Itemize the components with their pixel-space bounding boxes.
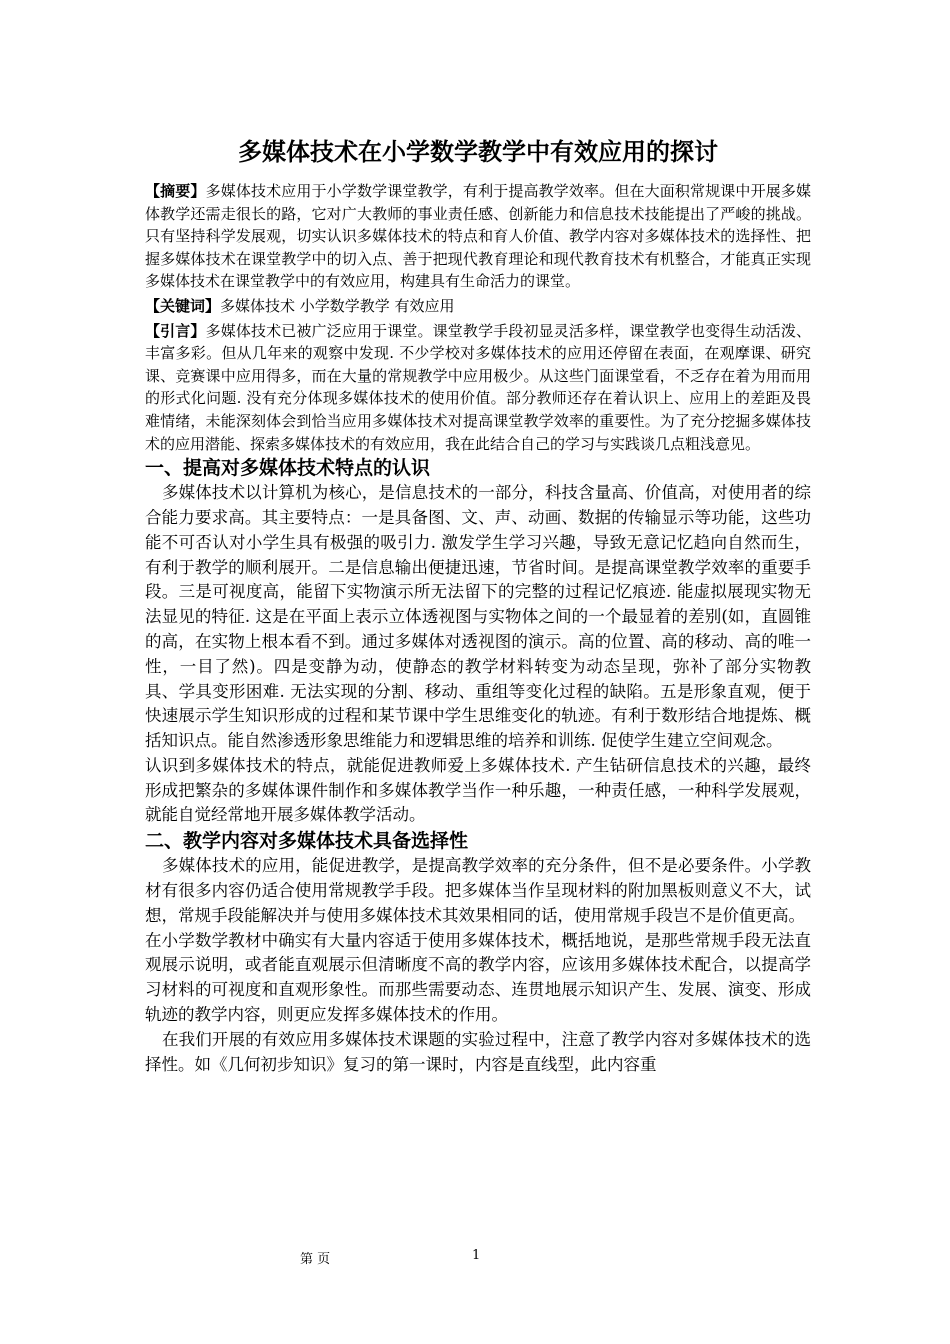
section-2-paragraph-2: 在小学数学教材中确实有大量内容适于使用多媒体技术，概括地说，是那些常规手段无法直观展示说明，或者能直观展示但清晰度不高的教学内容，应该用多媒体技术配合，以提高学习材料的可视度和直观形象性。而那些需要动态、连贯地展示知识产生、发展、演变、形成轨迹的教学内容，则更应发挥多媒体技术的作用。 — [145, 930, 811, 1025]
section-2-heading: 二、教学内容对多媒体技术具备选择性 — [145, 830, 469, 853]
section-2-paragraph-1: 多媒体技术的应用，能促进教学，是提高教学效率的充分条件，但不是必要条件。小学教材有很多内容仍适合使用常规教学手段。把多媒体当作呈现材料的附加黑板则意义不大，试想，常规手段能解决并与使用多媒体技术其效果相同的话，使用常规手段岂不是价值更高。 — [145, 856, 811, 925]
keywords-paragraph — [145, 295, 811, 318]
section-2-paragraph-3: 在我们开展的有效应用多媒体技术课题的实验过程中，注意了教学内容对多媒体技术的选择性。如《几何初步知识》复习的第一课时，内容是直线型，此内容重 — [145, 1029, 811, 1074]
keywords-label: 【关键词】 — [145, 296, 221, 315]
document-title: 多媒体技术在小学数学教学中有效应用的探讨 — [238, 138, 718, 166]
section-1-paragraph-2: 认识到多媒体技术的特点，就能促进教师爱上多媒体技术. 产生钻研信息技术的兴趣，最终形成把繁杂的多媒体课件制作和多媒体教学当作一种乐趣，一种责任感，一种科学发展观，就能自觉经常地开展多媒体教学活动。 — [145, 755, 811, 825]
keywords-text: 多媒体技术 小学数学教学 有效应用 — [220, 296, 455, 315]
abstract-paragraph — [145, 180, 811, 293]
abstract-text: 多媒体技术应用于小学数学课堂教学，有利于提高教学效率。但在大面积常规课中开展多媒体教学还需走很长的路，它对广大教师的事业责任感、创新能力和信息技术技能提出了严峻的挑战。只有坚持科学发展观，切实认识多媒体技术的特点和育人价值、教学内容对多媒体技术的选择性、把握多媒体技术在课堂教学中的切入点、善于把现代教育理论和现代教育技术有机整合，才能真正实现多媒体技术在课堂教学中的有效应用，构建具有生命活力的课堂。 — [145, 182, 811, 291]
introduction-paragraph — [145, 320, 811, 456]
document-body — [145, 136, 811, 1077]
footer-page-number: 1 — [472, 1248, 481, 1263]
introduction-text: 多媒体技术已被广泛应用于课堂。课堂教学手段初显灵活多样，课堂教学也变得生动活泼、丰富多彩。但从几年来的观察中发现. 不少学校对多媒体技术的应用还停留在表面，在观摩课、研究课、竞赛课中应用得多，而在大量的常规教学中应用极少。从这些门面课堂看，不乏存在着为用而用的形式化问题. 没有充分体现多媒体技术的使用价值。部分教师还存在着认识上、应用上的差距及畏难情绪，未能深刻体会到恰当应用多媒体技术对提高课堂教学效率的重要性。为了充分挖掘多媒体技术的应用潜能、探索多媒体技术的有效应用，我在此结合自己的学习与实践谈几点粗浅意见。 — [145, 321, 811, 453]
footer-page-label: 第 页 — [300, 1252, 331, 1267]
section-1-paragraph-1: 多媒体技术以计算机为核心，是信息技术的一部分，科技含量高、价值高，对使用者的综合能力要求高。其主要特点：一是具备图、文、声、动画、数据的传输显示等功能，这些功能不可否认对小学生具有极强的吸引力. 激发学生学习兴趣，导致无意记忆趋向自然而生，有利于教学的顺利展开。二是信息输出便捷迅速，节省时间。是提高课堂教学效率的重要手段。三是可视度高，能留下实物演示所无法留下的完整的过程记忆痕迹. 能虚拟展现实物无法显见的特征. 这是在平面上表示立体透视图与实物体之间的一个最显着的差别(如，直圆锥的高，在实物上根本看不到。通过多媒体对透视图的演示。高的位置、高的移动、高的唯一性，一目了然)。四是变静为动，使静态的教学材料转变为动态呈现，弥补了部分实物教具、学具变形困难. 无法实现的分割、移动、重组等变化过程的缺陷。五是形象直观，便于快速展示学生知识形成的过程和某节课中学生思维变化的轨迹。有利于数形结合地提炼、概括知识点。能自然渗透形象思维能力和逻辑思维的培养和训练. 促使学生建立空间观念。 — [145, 483, 811, 751]
section-1-heading: 一、提高对多媒体技术特点的认识 — [145, 457, 431, 480]
introduction-label: 【引言】 — [145, 321, 206, 340]
abstract-label: 【摘要】 — [145, 182, 206, 200]
